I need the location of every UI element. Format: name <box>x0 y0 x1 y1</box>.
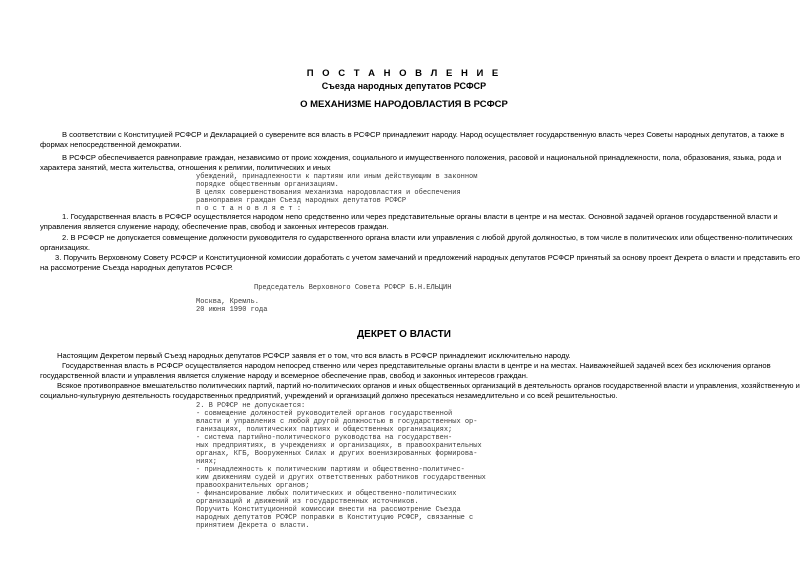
decree-mono-line: органах, КГБ, Вооруженных Силах и других военизированных формирова- <box>196 450 478 458</box>
decree-mono-line: ганизациях, политических партиях и общественных организациях; <box>196 426 453 434</box>
decree-paragraph-2-cont: государственной власти и управления является служение народу и всемерное обеспечение прав, свобод и законных интересов граждан. <box>40 371 529 380</box>
decree-mono-line: ных предприятиях, в учреждениях и организациях, в правоохранительных <box>196 442 482 450</box>
resolution-mono-line: В целях совершенствования механизма народовластия и обеспечения <box>196 189 461 197</box>
resolution-item-2-cont: организациях. <box>40 243 91 252</box>
decree-mono-line: - совмещение должностей руководителей органов государственной <box>196 410 453 418</box>
decree-paragraph-1: Настоящим Декретом первый Съезд народных депутатов РСФСР заявля ет о том, что вся власть в РСФСР принадлежит исключительно народу. <box>57 351 571 360</box>
resolution-mono-line: порядке общественным организациям. <box>196 181 339 189</box>
decree-mono-line: ниях; <box>196 458 218 466</box>
resolution-paragraph-1-cont: формах непосредственной демократии. <box>40 140 182 149</box>
decree-mono-line: принятием Декрета о власти. <box>196 522 310 530</box>
place: Москва, Кремль. <box>196 298 260 306</box>
resolution-item-1: 1. Государственная власть в РСФСР осуществляется народом непо средственно или через представительные органы власти в центре и на местах. Основной задачей органов государственной власти и <box>62 212 778 221</box>
decree-mono-line: правоохранительных органов; <box>196 482 310 490</box>
resolution-paragraph-2: В РСФСР обеспечивается равноправие граждан, независимо от проис хождения, социального и имущественного положения, расовой и национальной принадлежности, пола, образования, языка, рода и <box>62 153 782 162</box>
resolution-item-3-cont: на рассмотрение Съезда народных депутатов РСФСР. <box>40 263 233 272</box>
decree-mono-line: ким движениям судей и других ответственных работников государственных <box>196 474 486 482</box>
decree-paragraph-3: Всякое противоправное вмешательство политических партий, партий но-политических органов и иных общественных организаций в деятельность органов государственной власти и управления, хозяйственную и <box>57 381 800 390</box>
resolution-item-1-cont: управления является служение народу, обеспечение прав, свобод и законных интересов граждан. <box>40 222 389 231</box>
decree-title: ДЕКРЕТ О ВЛАСТИ <box>357 329 451 340</box>
signature: Председатель Верховного Совета РСФСР Б.Н.ЕЛЬЦИН <box>254 284 452 292</box>
decree-mono-line: народных депутатов РСФСР поправки в Конституцию РСФСР, связанные с <box>196 514 474 522</box>
decree-paragraph-3-cont: социально-культурную деятельность государственных предприятий, учреждений и организаций должно пресекаться незамедлительно и со всей решительностью. <box>40 391 618 400</box>
resolution-mono-line: равноправия граждан Съезд народных депутатов РСФСР <box>196 197 407 205</box>
resolution-paragraph-2-cont: характера занятий, места жительства, отношения к религии, политических и иных <box>40 163 331 172</box>
resolution-mono-line: убеждений, принадлежности к партиям или иным действующим в законном <box>196 173 478 181</box>
resolution-item-2: 2. В РСФСР не допускается совмещение должности руководителя го сударственного органа власти или управления с любой другой должностью, в том числе в политических или общественно-политических <box>62 233 793 242</box>
resolution-title: П О С Т А Н О В Л Е Н И Е <box>306 68 502 79</box>
decree-mono-line: - финансирование любых политических и общественно-политических <box>196 490 457 498</box>
decree-mono-line: Поручить Конституционной комиссии внести на рассмотрение Съезда <box>196 506 461 514</box>
decree-mono-line: - система партийно-политического руководства на государствен- <box>196 434 453 442</box>
resolution-decides: п о с т а н о в л я е т : <box>196 205 302 213</box>
decree-paragraph-2: Государственная власть в РСФСР осуществляется народом непосред ственно или через представительные органы власти в центре и на местах. Наиважнейшей задачей всех без исключения органов <box>62 361 771 370</box>
decree-mono-line: власти и управления с любой другой должностью в государственных ор- <box>196 418 478 426</box>
resolution-heading: О МЕХАНИЗМЕ НАРОДОВЛАСТИЯ В РСФСР <box>300 99 508 110</box>
resolution-issuer: Съезда народных депутатов РСФСР <box>321 81 487 91</box>
decree-mono-line: - принадлежность к политическим партиям и общественно-политичес- <box>196 466 465 474</box>
decree-mono-line: 2. В РСФСР не допускается: <box>196 402 306 410</box>
decree-mono-line: организаций и движений из государственных источников. <box>196 498 419 506</box>
resolution-item-3: 3. Поручить Верховному Совету РСФСР и Конституционной комиссии доработать с учетом замечаний и предложений народных депутатов РСФСР принятый за основу проект Декрета о власти и представить его <box>55 253 800 262</box>
date: 20 июня 1990 года <box>196 306 268 314</box>
resolution-paragraph-1: В соответствии с Конституцией РСФСР и Декларацией о суверените вся власть в РСФСР принадлежит народу. Народ осуществляет государственную власть через Советы народных депутатов, а также в <box>62 130 785 139</box>
